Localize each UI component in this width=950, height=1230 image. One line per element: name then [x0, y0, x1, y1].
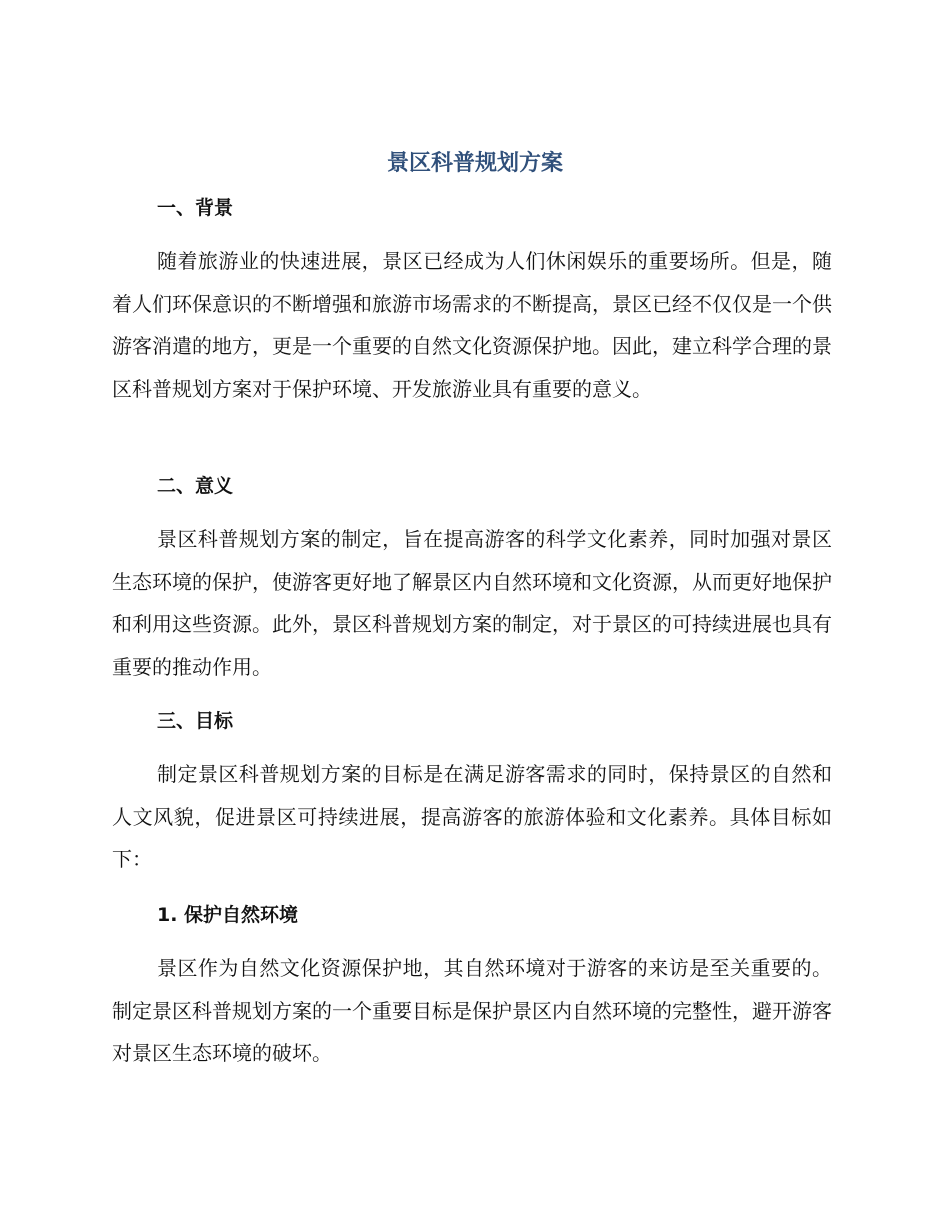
section-heading-background: 一、背景 — [157, 197, 234, 219]
document-title: 景区科普规划方案 — [386, 151, 563, 176]
section-paragraph-background: 随着旅游业的快速进展，景区已经成为人们休闲娱乐的重要场所。但是，随着人们环保意识的不断增强和旅游市场需求的不断提高，景区已经不仅仅是一个供游客消遣的地方，更是一个重要的自然文化资源保护地。因此，建立科学合理的景区科普规划方案对于保护环境、开发旅游业具有重要的意义。 — [112, 249, 832, 401]
subsection-paragraph-protect-nature: 景区作为自然文化资源保护地，其自然环境对于游客的来访是至关重要的。制定景区科普规划方案的一个重要目标是保护景区内自然环境的完整性，避开游客对景区生态环境的破坏。 — [112, 956, 832, 1065]
section-paragraph-goals: 制定景区科普规划方案的目标是在满足游客需求的同时，保持景区的自然和人文风貌，促进景区可持续进展，提高游客的旅游体验和文化素养。具体目标如下： — [112, 762, 832, 871]
section-heading-significance: 二、意义 — [157, 475, 234, 497]
section-paragraph-significance: 景区科普规划方案的制定，旨在提高游客的科学文化素养，同时加强对景区生态环境的保护，使游客更好地了解景区内自然环境和文化资源，从而更好地保护和利用这些资源。此外，景区科普规划方案的制定，对于景区的可持续进展也具有重要的推动作用。 — [112, 527, 832, 679]
subsection-heading-protect-nature: 1. 保护自然环境 — [157, 904, 299, 926]
section-heading-goals: 三、目标 — [157, 710, 234, 732]
